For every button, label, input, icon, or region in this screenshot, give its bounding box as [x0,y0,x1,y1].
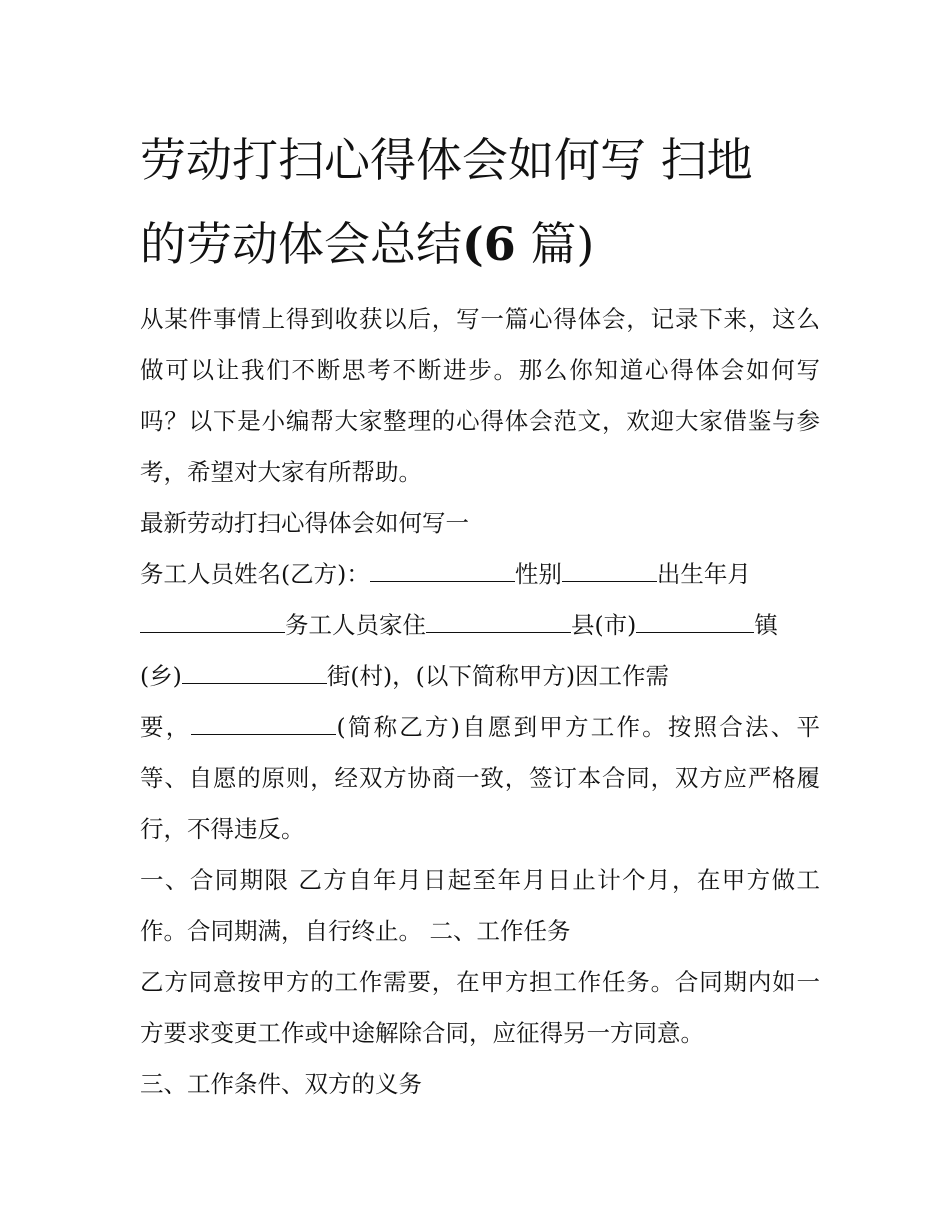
clause-2: 乙方同意按甲方的工作需要，在甲方担工作任务。合同期内如一方要求变更工作或中途解除合同，应征得另一方同意。 [140,968,820,1047]
document-title [140,118,820,286]
title-line-2-prefix: 的劳动体会总结 [140,217,462,271]
county-blank [636,612,754,633]
contract-home-label: 务工人员家住 [285,611,426,639]
clause-1: 一、合同期限 乙方自年月日起至年月日止计个月，在甲方做工作。合同期满，自行终止。 二、工作任务 [140,866,820,945]
contract-county-label: 县(市) [571,611,637,639]
birth-blank [140,612,285,633]
document-page [140,118,820,1110]
contract-birth-label: 出生年月 [656,560,751,588]
name-blank [370,561,515,582]
contract-township-label: (乡) [140,662,182,690]
party-b-blank [191,714,336,735]
township-blank [182,663,327,684]
gender-blank [562,561,657,582]
contract-body-text: (简称乙方)自愿到甲方工作。按照合法、平等、自愿的原则，经双方协商一致，签订本合同，双方应严格履行，不得违反。 [140,713,821,843]
title-line-2-suffix: 篇) [515,217,595,271]
clause-3: 三、工作条件、双方的义务 [140,1070,422,1098]
contract-paragraph [140,549,820,855]
section-heading: 最新劳动打扫心得体会如何写一 [140,509,469,537]
contract-town-label: 镇 [754,611,778,639]
contract-name-label: 务工人员姓名(乙方)： [140,560,370,588]
contract-street-label: 街(村)，(以下简称甲方)因工作需 [326,662,670,690]
contract-gender-label: 性别 [514,560,562,588]
home-blank [426,612,571,633]
title-line-1: 劳动打扫心得体会如何写 扫地 [140,133,753,187]
intro-paragraph: 从某件事情上得到收获以后，写一篇心得体会，记录下来，这么做可以让我们不断思考不断进步。那么你知道心得体会如何写吗？以下是小编帮大家整理的心得体会范文，欢迎大家借鉴与参考，希望对大家有所帮助。 [140,305,820,486]
title-line-2-bold: (6 [462,217,516,271]
contract-need-label: 要， [140,713,192,741]
